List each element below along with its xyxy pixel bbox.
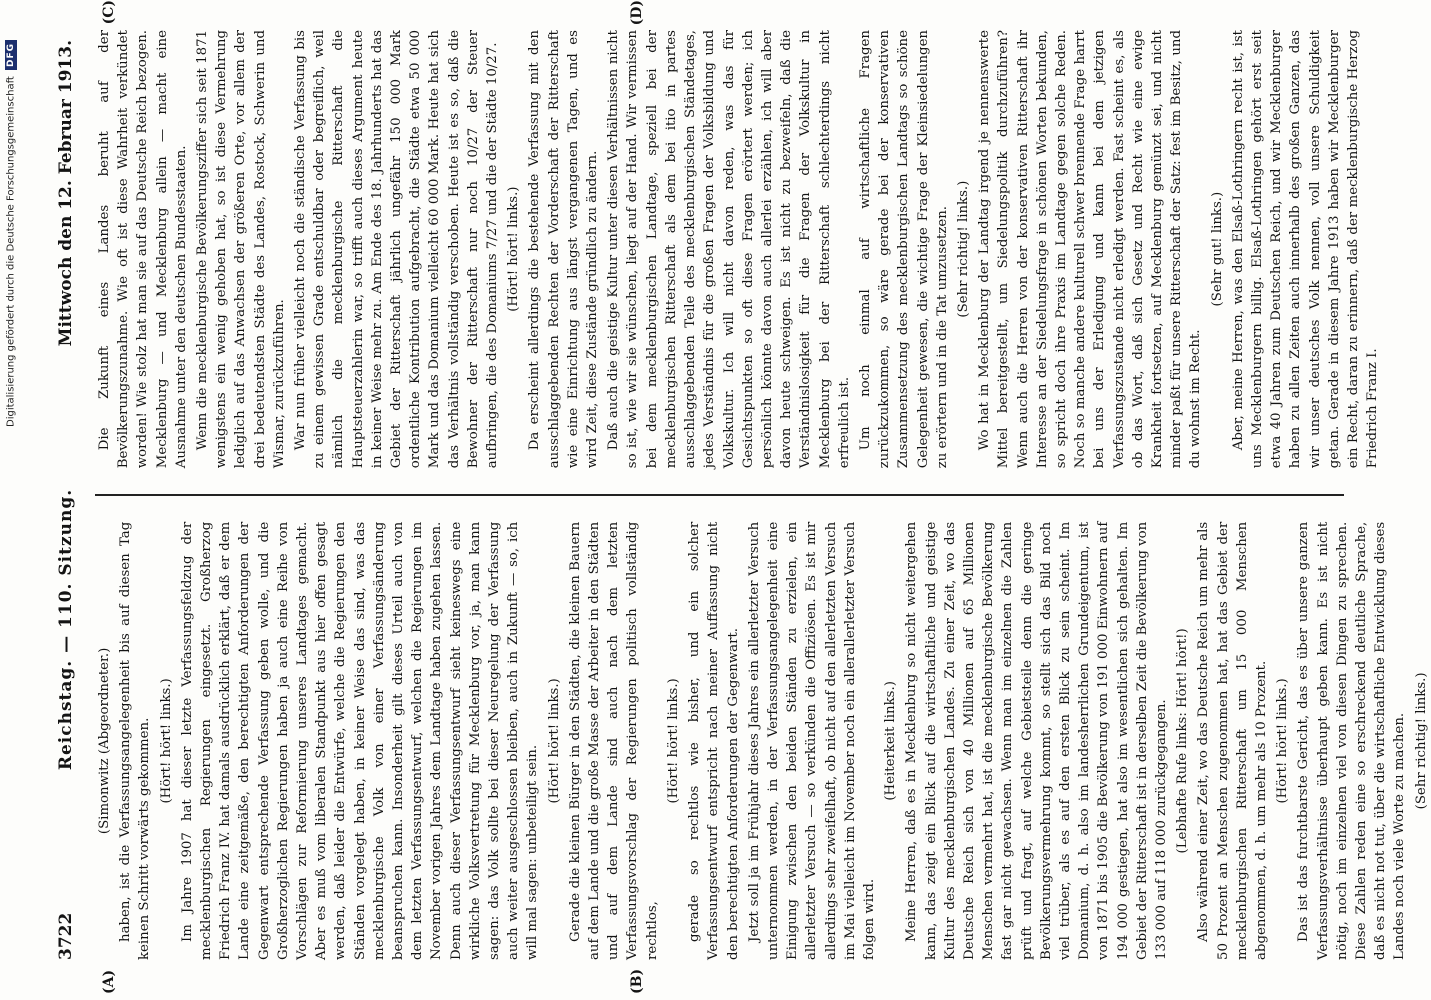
paragraph: Wenn die mecklenburgische Bevölkerungsziffer sich seit 1871 wenigstens ein wenig gehoben hat, so ist diese Vermehrung lediglich auf das Anwachsen der größeren Orte, vor allem der drei bedeutendsten Städte des Landes, Rostock, Schwerin und Wismar, zurückzuführen. [195,30,287,469]
paragraph: Die Zukunft eines Landes beruht auf der Bevölkerungszunahme. Wie oft ist diese Wahrheit verkündet worden! Wie stolz hat man sie auf das Deutsche Reich bezogen. Mecklenburg — und Mecklenburg allein — macht eine Ausnahme unter den deutschen Bundesstaaten. [97,30,189,469]
paragraph: Das ist das furchtbarste Gericht, das es über unsere ganzen Verfassungsverhältnisse überhaupt geben kann. Es ist nicht nötig, noch im einzelnen viel von diesen Dingen zu sprechen. Diese Zahlen reden eine so erschreckend deutliche Sprache, daß es nicht not tut, über die wirtschaftliche Entwicklung dieses Landes noch viele Worte zu machen. [1296,521,1408,960]
paragraph: (Hört! hört! links.) [506,186,522,312]
paragraph: (Hört! hört! links.) [158,678,174,804]
paragraph: Also während einer Zeit, wo das Deutsche Reich um mehr als 50 Prozent an Menschen zugenommen hat, hat das Gebiet der mecklenburgischen Ritterschaft um 15 000 Menschen abgenommen, d. h. um mehr als 10 Prozent. [1196,521,1269,960]
paragraph: Um noch einmal auf wirtschaftliche Fragen zurückzukommen, so wäre gerade bei der konservativen Zusammensetzung des mecklenburgischen Landtags so schöne Gelegenheit gewesen, die wichtige Frage der Kleinsiedelungen zu erörtern und in die Tat umzusetzen. [857,30,950,469]
paragraph: gerade so rechtlos wie bisher, und ein solcher Verfassungsentwurf entspricht nach meiner Auffassung nicht den berechtigten Anforderungen der Gegenwart. [687,521,741,960]
paragraph: Meine Herren, daß es in Mecklenburg so nicht weitergehen kann, das zeigt ein Blick auf die wirtschaftliche und geistige Kultur des mecklenburgischen Landes. Zu einer Zeit, wo das Deutsche Reich sich von 40 Millionen auf 65 Millionen Menschen vermehrt hat, ist die mecklenburgische Bevölkerung fast gar nicht gewachsen. Wenn man im einzelnen die Zahlen prüft und fragt, auf welche Gebietsteile denn die geringe Bevölkerungsvermehrung kommt, so stellt sich das Bild noch viel trüber, als es auf den ersten Blick zu sein scheint. Im Domanium, d. h. also im landesherrlichen Grundeigentum, ist von 1871 bis 1905 die Bevölkerung von 191 000 Einwohnern auf 194 000 gestiegen, hat also im wesentlichen sich gehalten. Im Gebiet der Ritterschaft ist in derselben Zeit die Bevölkerung von 133 000 auf 118 000 zurückgegangen. [904,521,1169,960]
paragraph: Wo hat in Mecklenburg der Landtag irgend je nennenswerte Mittel bereitgestellt, um Siedelungspolitik durchzuführen? Wenn auch die Herren von der konservativen Ritterschaft ihr Interesse an der Siedelungsfrage in schönen Worten bekunden, so spricht doch ihre Praxis im Landtage gegen solche Reden. Noch so manche andere kulturell schwer brennende Frage harrt bei uns der Erledigung und kann bei dem jetzigen Verfassungszustande nicht erledigt werden. Fast scheint es, als ob das Wort, daß sich Gesetz und Recht wie eine ewige Krankheit fortsetzen, auf Mecklenburg gemünzt sei, und nicht minder paßt für unsere Ritterschaft der Satz: fest im Besitz, und du wohnst im Recht. [977,30,1204,469]
paragraph: Aber, meine Herren, was den Elsaß-Lothringern recht ist, ist uns Mecklenburgern billig. Elsaß-Lothringen gehört erst seit etwa 40 Jahren zum Deutschen Reich, und wir Mecklenburger haben zu allen Zeiten auch innerhalb des großen Ganzen, das wir unser deutsches Volk nennen, voll unsere Schuldigkeit getan. Gerade in diesem Jahre 1913 haben wir Mecklenburger ein Recht, daran zu erinnern, daß der mecklenburgische Herzog Friedrich Franz I. [1230,30,1381,469]
dfg-credit [2,40,20,960]
paragraph: (Sehr richtig! links.) [955,180,971,318]
right-column [95,30,1381,469]
paragraph: (Sehr richtig! links.) [1413,672,1429,810]
page-date: Mittwoch den 12. Februar 1913. [56,40,76,347]
text-columns [95,30,1429,960]
paragraph: Gerade die kleinen Bürger in den Städten, die kleinen Bauern auf dem Lande und die große Masse der Arbeiter in den Städten und auf dem Lande sind auch nach dem letzten Verfassungsvorschlag der Regierungen politisch vollständig rechtlos, [567,521,660,960]
paragraph: (Hört! hört! links.) [546,678,562,804]
page-header [51,40,81,960]
margin-marker-d: (D) [629,0,645,26]
left-column [95,521,1429,960]
dfg-logo: DFG [5,40,17,70]
paragraph: (Hört! hört! links.) [665,678,681,804]
paragraph: Daß auch die geistige Kultur unter diesen Verhältnissen nicht so ist, wie wir sie wünschen, liegt auf der Hand. Wir vermissen bei dem mecklenburgischen Landtage, speziell bei der mecklenburgischen Ritterschaft als dem bei itio in partes ausschlaggebenden Teile des mecklenburgischen Ständetages, jedes Verständnis für die großen Fragen der Volksbildung und Volkskultur. Ich will nicht davon reden, was das für Gesichtspunkten so oft diese Fragen erörtert werden; ich persönlich könnte davon auch allerlei erzählen, ich will aber davon heute schweigen. Es ist nicht zu bezweifeln, daß die Verständnislosigkeit für die Fragen der Volkskultur in Mecklenburg bei der Ritterschaft schlechterdings nicht erfreulich ist. [606,30,852,469]
column-divider [95,494,1344,496]
paragraph: (Heiterkeit links.) [883,681,899,801]
margin-marker-b: (B) [629,968,645,994]
page-content [29,0,1429,1000]
margin-marker-c: (C) [101,0,117,25]
rotated-page-frame [28,0,1429,1000]
page-number: 3722 [56,912,76,960]
paragraph: haben, ist die Verfassungsangelegenheit bis auf diesen Tag keinen Schritt vorwärts gekommen. [118,521,153,960]
paragraph: Im Jahre 1907 hat dieser letzte Verfassungsfeldzug der mecklenburgischen Regierungen eingesetzt. Großherzog Friedrich Franz IV. hat damals ausdrücklich erklärt, daß er dem Lande eine zeitgemäße, den berechtigten Anforderungen der Gegenwart entsprechende Verfassung geben wolle, und die Großherzoglichen Regierungen haben ja auch eine Reihe von Vorschlägen zur Reformierung unseres Landtages gemacht. Aber es muß vom liberalen Standpunkt aus hier offen gesagt werden, daß leider die Entwürfe, welche die Regierungen den Ständen vorgelegt haben, in keiner Weise das sind, was das mecklenburgische Volk von einer Verfassungsänderung beanspruchen kann. Insonderheit gilt dieses Urteil auch von dem letzten Verfassungsentwurf, welchen die Regierungen im November vorigen Jahres dem Landtage haben zugehen lassen. Denn auch dieser Verfassungsentwurf sieht keineswegs eine wirkliche Volksvertretung für Mecklenburg vor, ja, man kann sagen: das Volk sollte bei dieser Neuregelung der Verfassung auch weiter ausgeschlossen bleiben, auch in Zukunft — so, ich will mal sagen: unbeteiligt sein. [179,521,541,960]
paragraph: War nun früher vielleicht noch die ständische Verfassung bis zu einem gewissen Grade entschuldbar oder begreiflich, weil nämlich die mecklenburgische Ritterschaft die Hauptsteuerzahlerin war, so trifft auch dieses Argument heute in keiner Weise mehr zu. Am Ende des 18. Jahrhunderts hat das Gebiet der Ritterschaft jährlich ungefähr 150 000 Mark ordentliche Kontribution aufgebracht, die Städte etwa 50 000 Mark und das Domanium vielleicht 60 000 Mark. Heute hat sich das Verhältnis vollständig verschoben. Heute ist es so, daß die Bewohner der Ritterschaft nur noch 10/27 der Steuer aufbringen, die des Domaniums 7/27 und die der Städte 10/27. [293,30,501,469]
paragraph: (Sehr gut! links.) [1209,191,1225,307]
paragraph: Jetzt soll ja im Frühjahr dieses Jahres ein allerletzter Versuch unternommen werden, in der Verfassungsangelegenheit eine Einigung zwischen den beiden Ständen zu erzielen, ein allerletzter Versuch — so verkünden die Offiziösen. Es ist mir allerdings sehr zweifelhaft, ob nicht auf den allerletzten Versuch im Mai vielleicht im November noch ein allerallerletzter Versuch folgen wird. [746,521,877,960]
dfg-credit-text: Digitalisierung gefördert durch die Deutsche Forschungsgemeinschaft [5,76,17,427]
page-running-title: Reichstag. — 110. Sitzung. [56,488,76,771]
paragraph: (Hört! hört! links.) [1275,678,1291,804]
paragraph: (Simonwitz (Abgeordneter.) [97,647,112,835]
paragraph: (Lebhafte Rufe links: Hört! hört!) [1175,628,1191,854]
margin-marker-a: (A) [101,969,117,994]
paragraph: Da erscheint allerdings die bestehende Verfassung mit den ausschlaggebenden Rechten der Vorderschaft der Ritterschaft wie eine Einrichtung aus längst vergangenen Tagen, und es wird Zeit, diese Zustände gründlich zu ändern. [527,30,601,469]
